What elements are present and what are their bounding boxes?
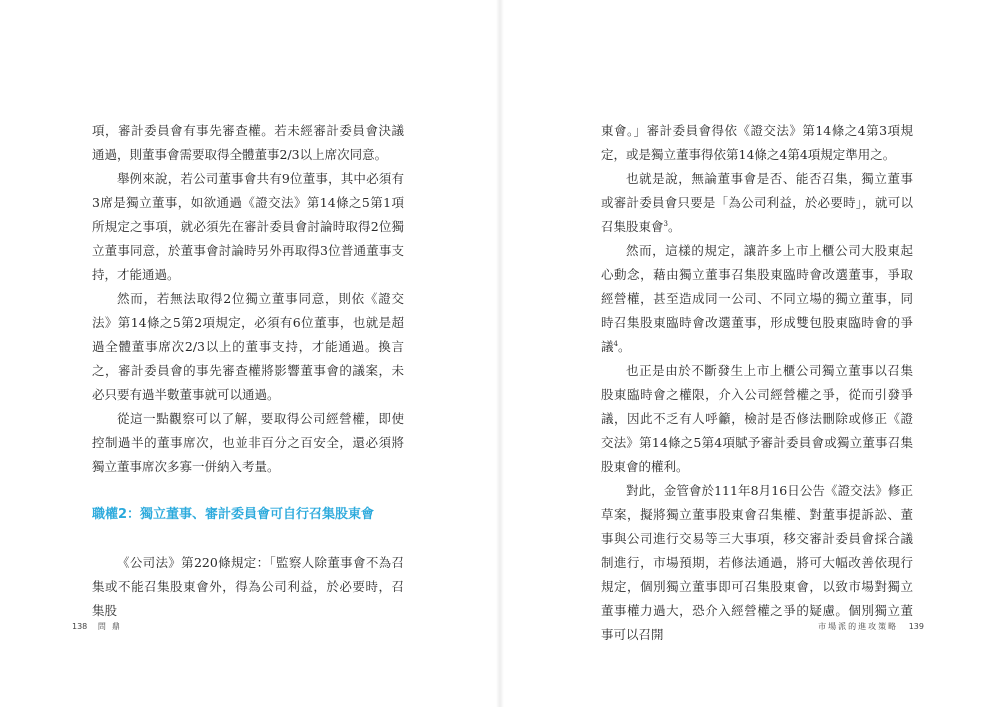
left-folio (64, 621, 126, 632)
right-paragraph-2-text: 也就是說，無論董事會是否、能否召集，獨立董事或審計委員會只要是「為公司利益，於必要時」，就可以召集股東會 (601, 171, 913, 234)
left-paragraph-1: 項，審計委員會有事先審查權。若未經審計委員會決議通過，則董事會需要取得全體董事2/3以上席次同意。 (92, 123, 404, 162)
right-paragraph-1: 東會。」審計委員會得依《證交法》第14條之4第3項規定，或是獨立董事得依第14條之4第4項規定準用之。 (601, 123, 913, 162)
left-running-title: 問鼎 (97, 622, 126, 631)
right-text-column (601, 119, 913, 647)
footnote-ref-3: 3 (663, 219, 668, 228)
right-paragraph-3-text: 然而，這樣的規定，讓許多上市上櫃公司大股東起心動念，藉由獨立董事召集股東臨時會改選董事，爭取經營權，甚至造成同一公司、不同立場的獨立董事，同時召集股東臨時會改選董事，形成雙包股東臨時會的爭議 (601, 243, 913, 354)
left-paragraph-3: 然而，若無法取得2位獨立董事同意，則依《證交法》第14條之5第2項規定，必須有6位董事，也就是超過全體董事席次2/3以上的董事支持，才能通過。換言之，審計委員會的事先審查權將影響董事會的議案，未必只要有過半數董事就可以通過。 (92, 291, 404, 402)
right-paragraph-2 (601, 167, 913, 239)
right-paragraph-3 (601, 239, 913, 359)
left-page-number: 138 (72, 622, 88, 631)
section-heading: 職權2：獨立董事、審計委員會可自行召集股東會 (92, 507, 375, 522)
right-paragraph-3-end: 。 (617, 339, 631, 354)
right-paragraph-5: 對此，金管會於111年8月16日公告《證交法》修正草案，擬將獨立董事股東會召集權、對董事提訴訟、董事與公司進行交易等三大事項，移交審計委員會採合議制進行，市場預期，若修法通過，將可大幅改善依現行規定，個別獨立董事即可召集股東會，以致市場對獨立董事權力過大，恐介入經營權之爭的疑慮。個別獨立董事可以召開 (601, 483, 913, 642)
left-paragraph-5: 《公司法》第220條規定：「監察人除董事會不為召集或不能召集股東會外，得為公司利益，於必要時，召集股 (92, 555, 404, 618)
right-folio (818, 621, 932, 632)
left-text-column (92, 119, 404, 623)
right-paragraph-4: 也正是由於不斷發生上市上櫃公司獨立董事以召集股東臨時會之權限，介入公司經營權之爭，從而引發爭議，因此不乏有人呼籲，檢討是否修法刪除或修正《證交法》第14條之5第4項賦予審計委員會或獨立董事召集股東會的權利。 (601, 363, 913, 474)
left-paragraph-4: 從這一點觀察可以了解，要取得公司經營權，即使控制過半的董事席次，也並非百分之百安全，還必須將獨立董事席次多寡一併納入考量。 (92, 411, 404, 474)
right-page-number: 139 (908, 622, 924, 631)
right-page (500, 0, 1000, 707)
right-running-title: 市場派的進攻策略 (818, 622, 899, 631)
right-paragraph-2-end: 。 (667, 219, 681, 234)
left-paragraph-2: 舉例來說，若公司董事會共有9位董事，其中必須有3席是獨立董事，如欲通過《證交法》第14條之5第1項所規定之事項，就必須先在審計委員會討論時取得2位獨立董事同意，於董事會討論時另外再取得3位普通董事支持，才能通過。 (92, 171, 404, 282)
footnote-ref-4: 4 (613, 339, 618, 348)
